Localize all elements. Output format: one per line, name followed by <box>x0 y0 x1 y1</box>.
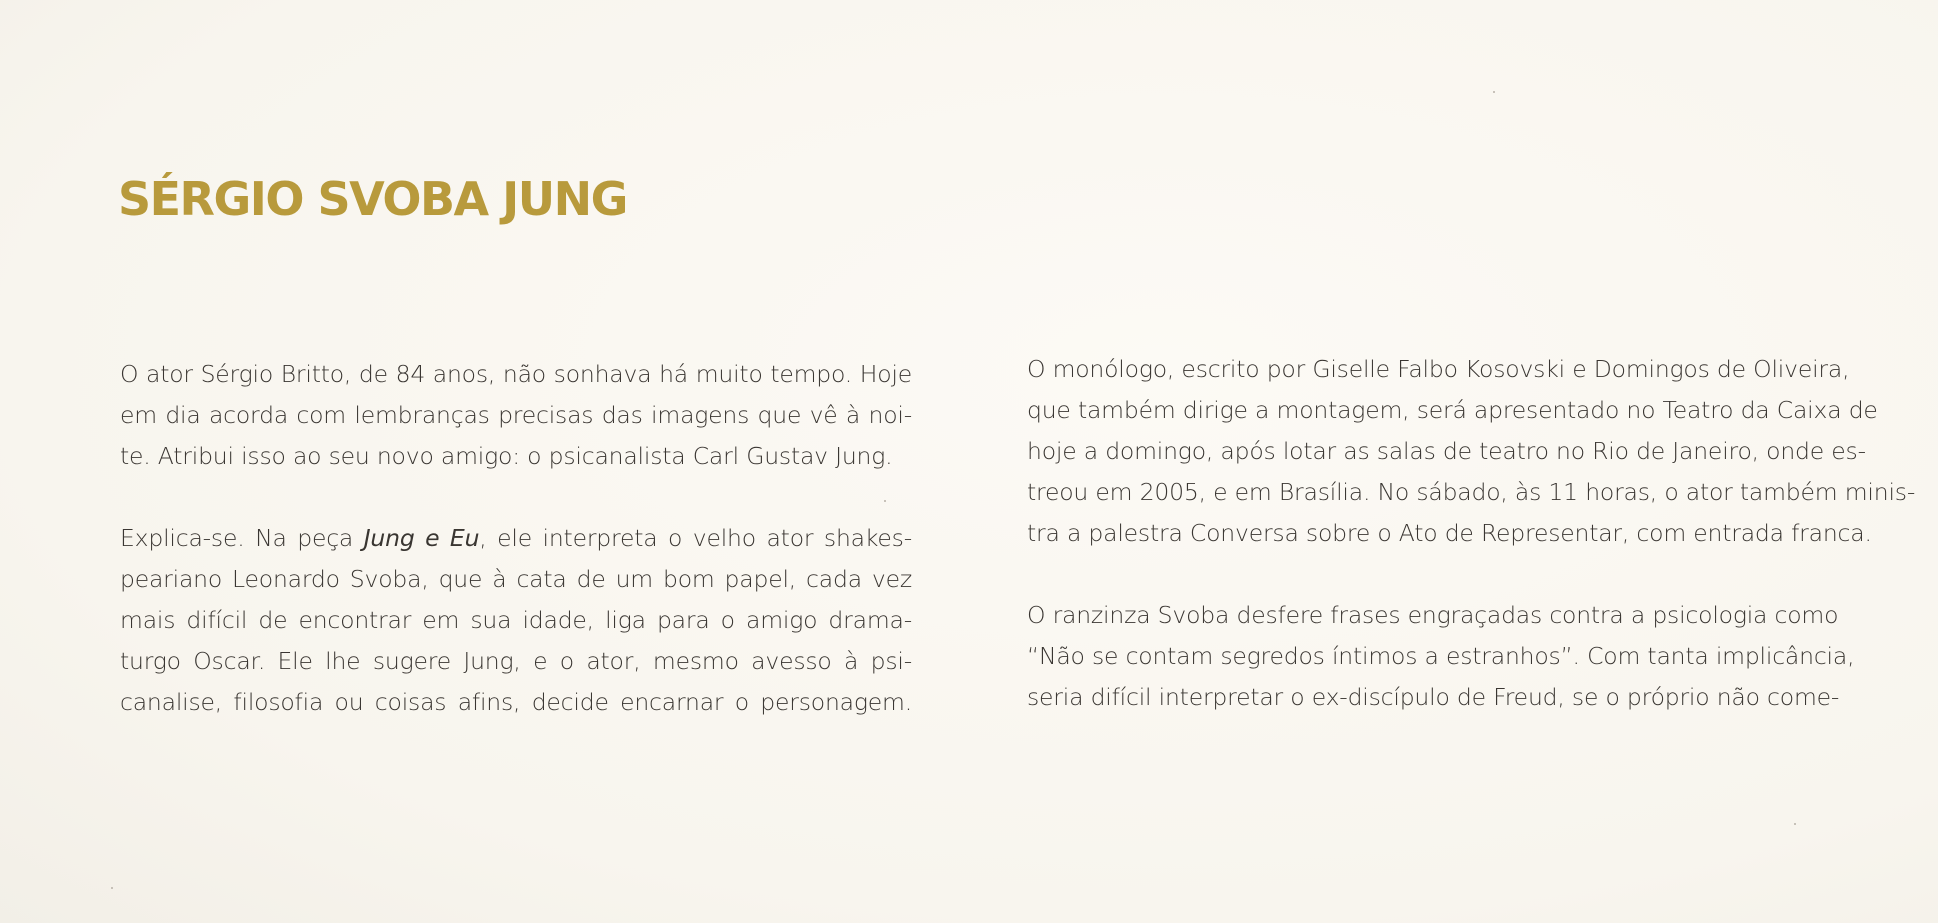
left-paragraph-2 <box>120 518 912 723</box>
text-line: hoje a domingo, após lotar as salas de teatro no Rio de Janeiro, onde es- <box>1027 437 1866 465</box>
text-segment: , ele interpreta o velho ator shakes- <box>479 524 912 552</box>
text-line: peariano Leonardo Svoba, que à cata de um bom papel, cada vez <box>120 565 912 593</box>
text-line: turgo Oscar. Ele lhe sugere Jung, e o ator, mesmo avesso à psi- <box>120 647 912 675</box>
text-line <box>120 518 912 559</box>
text-line: “Não se contam segredos íntimos a estranhos”. Com tanta implicância, <box>1027 642 1855 670</box>
text-line: canalise, filosofia ou coisas afins, decide encarnar o personagem. <box>120 688 912 716</box>
right-paragraph-1 <box>1027 349 1916 554</box>
text-line: que também dirige a montagem, será apresentado no Teatro da Caixa de <box>1027 396 1878 424</box>
text-line: treou em 2005, e em Brasília. No sábado, às 11 horas, o ator também minis- <box>1027 478 1916 506</box>
text-line: O ranzinza Svoba desfere frases engraçadas contra a psicologia como <box>1027 601 1839 629</box>
left-paragraph-1 <box>120 354 912 477</box>
right-paragraph-2 <box>1027 595 1855 718</box>
paper-speck <box>884 500 886 502</box>
paper-speck <box>1493 91 1495 93</box>
page-title: SÉRGIO SVOBA JUNG <box>118 172 627 226</box>
text-line: mais difícil de encontrar em sua idade, liga para o amigo drama- <box>120 606 912 634</box>
text-line: tra a palestra Conversa sobre o Ato de Representar, com entrada franca. <box>1027 519 1872 547</box>
text-segment: Explica-se. Na peça <box>120 524 364 552</box>
left-column <box>120 354 912 723</box>
paper-speck <box>1794 823 1796 825</box>
text-line: seria difícil interpretar o ex-discípulo de Freud, se o próprio não come- <box>1027 683 1840 711</box>
paper-speck <box>111 887 113 889</box>
text-line: O monólogo, escrito por Giselle Falbo Kosovski e Domingos de Oliveira, <box>1027 355 1850 383</box>
text-line: O ator Sérgio Britto, de 84 anos, não sonhava há muito tempo. Hoje <box>120 360 912 388</box>
text-line: em dia acorda com lembranças precisas das imagens que vê à noi- <box>120 401 912 429</box>
play-title-italic: Jung e Eu <box>363 524 480 552</box>
text-line: te. Atribui isso ao seu novo amigo: o psicanalista Carl Gustav Jung. <box>120 442 893 470</box>
right-column <box>1027 349 1916 718</box>
